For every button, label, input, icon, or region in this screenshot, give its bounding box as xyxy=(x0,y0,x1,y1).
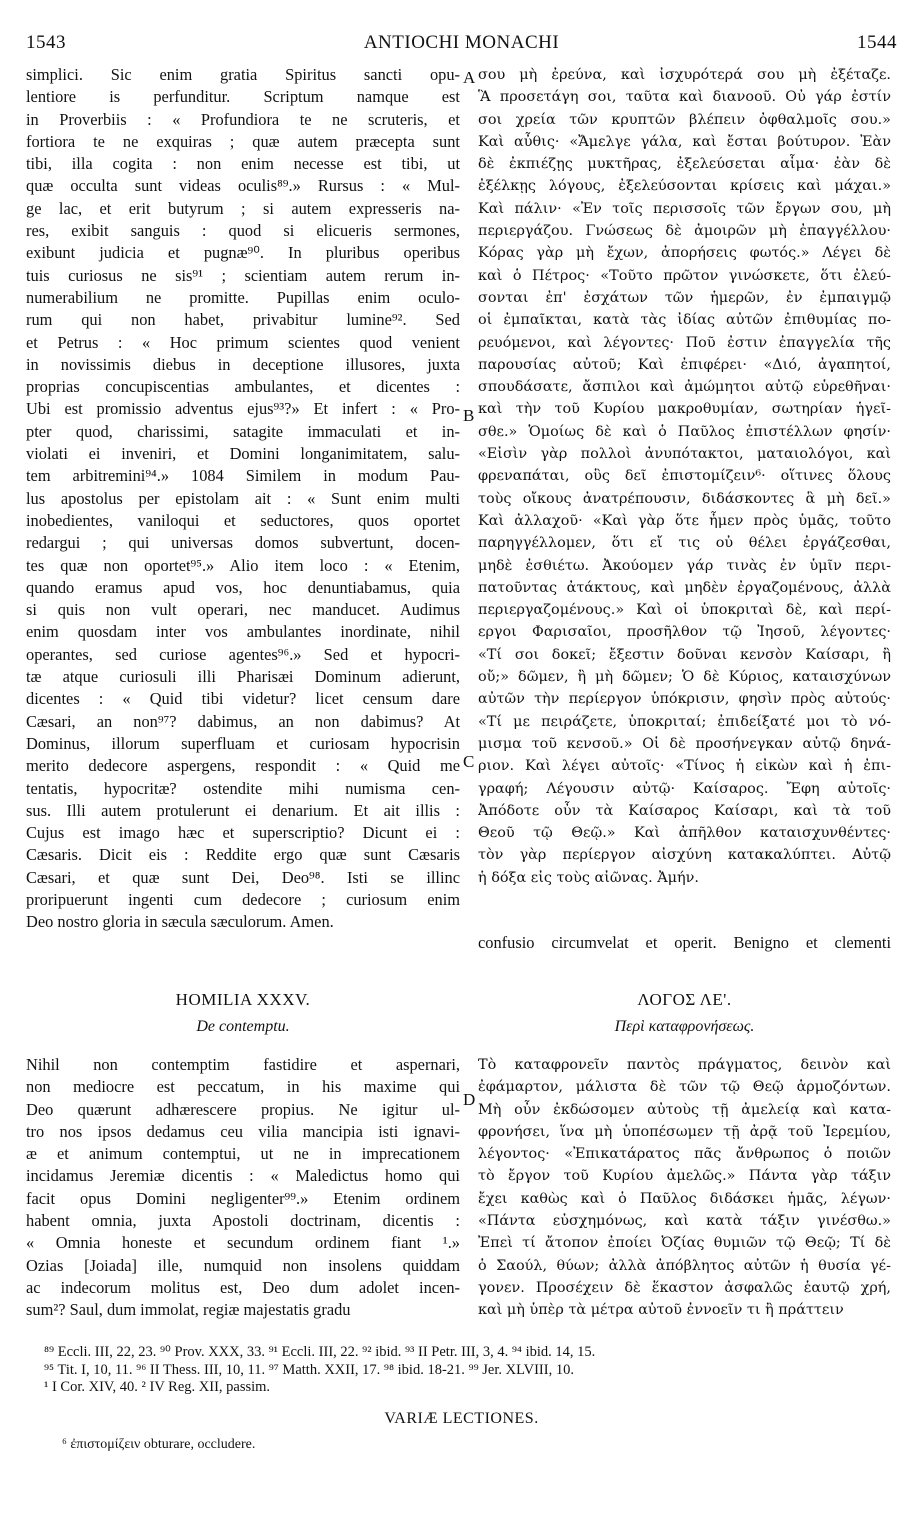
greek-text-line: τὸ ἔργον τοῦ Κυρίου ἀμελῶς.» Πάντα γὰρ τάξιν xyxy=(478,1168,891,1185)
latin-text-line: Ozias [Joiada] ille, numquid non insolens quiddam xyxy=(26,1255,460,1275)
greek-text-line: φρονήσει, ἵνα μὴ ὑποπέσωμεν τῇ ἀρᾷ τοῦ Ἰερεμίου, xyxy=(478,1123,891,1140)
latin-text-line: rum qui non habet, privabitur lumine⁹². Sed xyxy=(26,310,460,330)
greek-text-line: τοὺς οἴκους ἀνατρέπουσιν, διδάσκοντες ἃ μὴ δεῖ.» xyxy=(478,490,891,507)
latin-text-line: quando eramus apud vos, hoc denuntiabamus, quia xyxy=(26,577,460,597)
greek-text-line: γονεν. Προσέχειν δὲ ἕκαστον ἀσφαλῶς ἑαυτῷ χρή, xyxy=(478,1279,891,1296)
greek-text-line: Ἐπεὶ τί ἄτοπον ἐποίει Ὀζίας θυμιῶν τῷ Θεῷ; Τί δὲ xyxy=(478,1235,891,1252)
latin-text-line: quæ occulta sunt videas oculis⁸⁹.» Rursus : « Mul- xyxy=(26,176,460,196)
latin-text-line: in novissimis diebus in deceptione illusores, juxta xyxy=(26,354,460,374)
latin-text-line: simplici. Sic enim gratia Spiritus sancti opu- xyxy=(26,65,460,84)
latin-text-line: æ et animum contemptui, ut ne in imprecationem xyxy=(26,1144,460,1164)
latin-text-line: in Proverbiis : « Profundiora te ne scruteris, et xyxy=(26,109,460,129)
greek-text-line: σπουδάσατε, ἄσπιλοι καὶ ἀμώμητοι αὐτῷ εὑρεθῆναι· xyxy=(478,379,891,396)
latin-text-line: tuis curiosus ne sis⁹¹ ; scientiam autem rerum in- xyxy=(26,265,460,285)
latin-text-line: proripuerunt ingenti cum dedecore ; curiosum enim xyxy=(26,889,460,909)
greek-text-line: «Εἰσὶν γὰρ πολλοὶ ἀνυπότακτοι, ματαιολόγοι, καὶ xyxy=(478,446,891,463)
footnotes xyxy=(44,1344,894,1397)
latin-text-line: inobedientes, vaniloqui et seductores, quos oportet xyxy=(26,510,460,530)
greek-text-line: οὔ;» δῶμεν, ἢ μὴ δῶμεν; Ὁ δὲ Κύριος, καταισχύνων xyxy=(478,669,891,686)
greek-text-line: ἐξέλκῃς λόγους, ἐξελεύσονται κρίσεις καὶ μάχαι.» xyxy=(478,178,891,195)
homily-latin-title: HOMILIA XXXV. xyxy=(175,990,311,1009)
greek-text-line: Μὴ οὖν ἐκδώσομεν αὐτοὺς τῇ ἀμελείᾳ καὶ κατα- xyxy=(478,1101,891,1118)
margin-letter-d: D xyxy=(463,1090,476,1109)
latin-text-line: tentatis, hypocritæ? ostendite mihi numisma cen- xyxy=(26,778,460,798)
greek-text-line: σοι χρεία τῶν κρυπτῶν βλέπειν ὀφθαλμοῖς σου.» xyxy=(478,111,891,128)
greek-text-line: καὶ μὴ ὑπὲρ τὰ μέτρα αὐτοῦ ἐννοεῖν τι ἢ πράττειν xyxy=(478,1302,844,1319)
greek-text-line: λέγοντος· «Ἐπικατάρατος πᾶς ἄνθρωπος ὁ ποιῶν xyxy=(478,1146,891,1163)
greek-text-line: καὶ ὁ Πέτρος· «Τοῦτο πρῶτον γινώσκετε, ὅτι ἐλεύ- xyxy=(478,267,891,284)
latin-text-line: habent omnia, juxta Apostoli doctrinam, dicentis : xyxy=(26,1211,460,1231)
greek-text-line: ὁ Σαούλ, θύων; ἀλλὰ ἀπόβλητος αὐτῶν ἡ θυσία γέ- xyxy=(478,1257,891,1274)
page-number-left: 1543 xyxy=(26,32,66,53)
latin-text-line: lentiore is perfunditur. Scriptum namque est xyxy=(26,87,460,107)
greek-column-bottom xyxy=(478,1054,891,1322)
greek-text-line: Ἃ προσετάγη σοι, ταῦτα καὶ διανοοῦ. Οὐ γάρ ἐστίν xyxy=(478,89,891,106)
latin-text-line: numerabilium ne promitte. Pupillas enim oculo- xyxy=(26,287,460,307)
latin-text-line: ge lac, et erit butyrum ; si autem expresseris na- xyxy=(26,198,460,218)
latin-text-line: redargui ; qui universas domos subvertunt, docen- xyxy=(26,533,460,553)
page-number-right: 1544 xyxy=(857,32,897,53)
latin-text-line: si quis non vult operari, nec manducet. Audimus xyxy=(26,600,460,620)
greek-text-line: καὶ τὴν τοῦ Κυρίου μακροθυμίαν, σωτηρίαν ἡγεῖ- xyxy=(478,401,891,418)
greek-text-line: σονται ἐπ' ἐσχάτων τῶν ἡμερῶν, ἐν ἐμπαιγμῷ xyxy=(478,289,891,306)
latin-text-line: dicentes : « Quid tibi videtur? licet censum dare xyxy=(26,689,460,709)
latin-text-line: sum²? Saul, dum immolat, regiæ majestatis gradu xyxy=(26,1300,351,1320)
variae-lectiones-note: ⁶ ἐπιστομίζειν obturare, occludere. xyxy=(62,1437,256,1452)
greek-text-line: φρεναπάται, οὓς δεῖ ἐπιστομίζειν⁶· οἵτινες ὅλους xyxy=(478,468,891,485)
latin-text-line: merito dedecore aspergens, respondit : « Quid me xyxy=(26,756,460,776)
greek-text-line: Ἀπόδοτε οὖν τὰ Καίσαρος Καίσαρι, καὶ τὰ τοῦ xyxy=(478,802,891,819)
latin-text-line: operantes, sed curiose agentes⁹⁶.» Sed et hypocri- xyxy=(26,644,460,664)
margin-letter-a: A xyxy=(463,68,476,87)
greek-text-line: ἔχει καθὼς καὶ ὁ Παῦλος διδάσκει ἡμᾶς, λέγων· xyxy=(478,1190,891,1207)
greek-text-line: Κόρας γὰρ μὴ ἔχων, ἀπορήσεις φωτός.» Λέγει δὲ xyxy=(478,245,891,262)
latin-text-line: Ubi est promissio adventus ejus⁹³?» Et infert : « Pro- xyxy=(26,399,460,419)
latin-text-line: Cæsari, et quæ sunt Dei, Deo⁹⁸. Isti se illinc xyxy=(26,867,460,887)
homily-latin-subtitle: De contemptu. xyxy=(196,1018,290,1035)
latin-text-line: Deo nostro gloria in sæcula sæculorum. Amen. xyxy=(26,912,334,932)
greek-text-line: Τὸ καταφρονεῖν παντὸς πράγματος, δεινὸν καὶ xyxy=(478,1057,891,1073)
latin-continuation xyxy=(478,933,891,953)
greek-text-line: πατοῦντας ἀτάκτους, καὶ μηδὲν ἐργαζομένους, ἀλλὰ xyxy=(478,579,891,596)
greek-text-line: αὐτῶν τὴν περίεργον ὑπόκρισιν, φησὶν πρὸς αὐτούς· xyxy=(478,691,891,708)
greek-text-line: «Πάντα εὐσχημόνως, καὶ κατὰ τάξιν γινέσθω.» xyxy=(478,1213,891,1230)
running-title: ANTIOCHI MONACHI xyxy=(363,32,560,53)
greek-text-line: Καὶ πάλιν· «Ἐν τοῖς περισσοῖς τῶν ἔργων σου, μὴ xyxy=(478,200,891,217)
greek-text-line: σθε.» Ὁμοίως δὲ καὶ ὁ Παῦλος ἐπιστέλλων φησίν· xyxy=(478,423,891,440)
greek-text-line: ριον. Καὶ λέγει αὐτοῖς· «Τίνος ἡ εἰκὼν καὶ ἡ ἐπι- xyxy=(478,758,891,775)
greek-text-line: Καὶ αὖθις· «Ἄμελγε γάλα, καὶ ἔσται βούτυρον. Ἐὰν xyxy=(478,133,891,150)
greek-text-line: μισμα τοῦ κενσοῦ.» Οἱ δὲ προσήνεγκαν αὐτῷ δηνά- xyxy=(478,735,891,752)
latin-text-line: tæ atque curiosuli illi Pharisæi Dominum adierunt, xyxy=(26,667,460,687)
greek-text-line: οἱ ἐμπαῖκται, κατὰ τὰς ἰδίας αὐτῶν ἐπιθυμίας πο- xyxy=(478,312,891,329)
latin-text-line: res, exibit sanguis : quod si elicueris sermones, xyxy=(26,221,460,241)
latin-text-line: sus. Illi autem protulerunt ei denarium. Et ait illis : xyxy=(26,800,460,820)
homily-greek-subtitle: Περὶ καταφρονήσεως. xyxy=(614,1018,755,1035)
latin-text-line: non mediocre est peccatum, in his maxime qui xyxy=(26,1077,460,1097)
greek-text-line: Θεοῦ τῷ Θεῷ.» Καὶ ἀπῆλθον καταισχυνθέντες· xyxy=(478,825,891,842)
latin-text-line: fortiora te ne exquiras ; quæ autem præcepta sunt xyxy=(26,131,460,151)
latin-text-line: « Omnia honeste et secundum ordinem fiant ¹.» xyxy=(26,1233,460,1253)
latin-text-line: exibunt judicia et pugnæ⁹⁰. In pluribus operibus xyxy=(26,243,460,263)
page-header xyxy=(26,32,897,58)
latin-text-line: tibi, illa cogita : non enim necesse est tibi, ut xyxy=(26,154,460,174)
margin-letter-b: B xyxy=(463,406,475,425)
latin-text-line: Nihil non contemptim fastidire et aspernari, xyxy=(26,1055,460,1074)
latin-text-line: lus apostolus per epistolam ait : « Sunt enim multi xyxy=(26,488,460,508)
greek-text-line: «Τί σοι δοκεῖ; ἔξεστιν δοῦναι κενσὸν Καίσαρι, ἢ xyxy=(478,646,891,663)
greek-text-line: περιεργαζομένους.» Καὶ οἱ ὑποκριταὶ δὲ, καὶ περί- xyxy=(478,602,891,619)
latin-text-line: tem arbitremini⁹⁴.» 1084 Similem in modum Pau- xyxy=(26,466,460,486)
latin-text-line: Deo quærunt adhærescere propius. Ne igitur ul- xyxy=(26,1099,460,1119)
latin-column-bottom xyxy=(26,1054,460,1322)
greek-text-line: γραφή; Λέγουσιν αὐτῷ· Καίσαρος. Ἔφη αὐτοῖς· xyxy=(478,780,891,797)
latin-text-line: Cæsari, an non⁹⁷? dabimus, an non dabimus? At xyxy=(26,711,460,731)
greek-text-line: Καὶ ἀλλαχοῦ· «Καὶ γὰρ ὅτε ἦμεν πρὸς ὑμᾶς, τοῦτο xyxy=(478,512,891,529)
latin-text-line: incidamus Jeremiæ dicentis : « Maledictus homo qui xyxy=(26,1166,460,1186)
greek-text-line: ἡ δόξα εἰς τοὺς αἰῶνας. Ἀμήν. xyxy=(478,869,699,886)
latin-text-line: et Petrus : « Hoc primum scientes quod venient xyxy=(26,332,460,352)
latin-text-line: Cujus est imago hæc et superscriptio? Dicunt ei : xyxy=(26,823,460,843)
latin-text-line: proprias concupiscentias ambulantes, et dicentes : xyxy=(26,377,460,397)
latin-text-line: Cæsaris. Dicit eis : Reddite ergo quæ sunt Cæsaris xyxy=(26,845,460,865)
footnote-line: ¹ I Cor. XIV, 40. ² IV Reg. XII, passim. xyxy=(44,1379,271,1395)
latin-text-line: Dominus, illorum superfluam et curiosam hypocrisin xyxy=(26,733,460,753)
latin-text-line: enim quosdam inter vos ambulantes inordinate, nihil xyxy=(26,622,460,642)
margin-letter-c: C xyxy=(463,752,475,771)
greek-text-line: ἐφάμαρτον, μάλιστα δὲ τῶν τῷ Θεῷ ἁρμοζόντων. xyxy=(478,1079,891,1096)
greek-text-line: εργοι Φαρισαῖοι, προσῆλθον τῷ Ἰησοῦ, λέγοντες· xyxy=(478,624,891,641)
greek-text-line: παρηγγέλλομεν, ὅτι εἴ τις οὐ θέλει ἐργάζεσθαι, xyxy=(478,535,891,552)
greek-text-line: σου μὴ ἐρεύνα, καὶ ἰσχυρότερά σου μὴ ἐξέταζε. xyxy=(478,67,891,83)
latin-text-line: tes quæ non oportet⁹⁵.» Alio item loco : « Etenim, xyxy=(26,555,460,575)
latin-text-line: facit opus Domini negligenter⁹⁹.» Etenim ordinem xyxy=(26,1188,460,1208)
latin-continuation-line: confusio circumvelat et operit. Benigno et clementi xyxy=(478,933,891,952)
latin-text-line: tro nos ipsos dedamus ceu vilia mancipia isti ignavi- xyxy=(26,1121,460,1141)
greek-text-line: παρουσίας αὐτοῦ; Καὶ ἐπιφέρει· «Διό, ἀγαπητοί, xyxy=(478,356,891,373)
greek-text-line: «Τί με πειράζετε, ὑποκριταί; ἐπιδείξατέ μοι τὸ νό- xyxy=(478,713,891,730)
footnote-line: ⁹⁵ Tit. I, 10, 11. ⁹⁶ II Thess. III, 10, 11. ⁹⁷ Matth. XXII, 17. ⁹⁸ ibid. 18-21. ⁹⁹ Jer. XLVIII, 10. xyxy=(44,1361,574,1378)
greek-text-line: δὲ ἐκπιέζῃς μυκτῆρας, ἐξελεύσεται αἷμα· ἐὰν δὲ xyxy=(478,156,891,173)
greek-text-line: τὸν γὰρ περίεργον αἰσχύνη κατακαλύπτει. Αὐτῷ xyxy=(478,847,891,864)
footnote-line: ⁸⁹ Eccli. III, 22, 23. ⁹⁰ Prov. XXX, 33. ⁹¹ Eccli. III, 22. ⁹² ibid. ⁹³ II Petr. III, 3, 4. ⁹⁴ ibid. 14, 15. xyxy=(44,1344,596,1360)
homily-greek-title: ΛΟΓΟΣ ΛΕ'. xyxy=(637,990,732,1009)
greek-text-line: περιεργάζου. Γνώσεως δὲ ἀμοιρῶν μὴ ἐπαγγέλλου· xyxy=(478,223,891,240)
latin-column-top xyxy=(26,64,460,934)
greek-text-line: μηδὲ ἐσθιέτω. Ἀκούομεν γάρ τινὰς ἐν ὑμῖν περι- xyxy=(478,557,891,574)
variae-lectiones-heading: VARIÆ LECTIONES. xyxy=(384,1410,539,1427)
latin-text-line: pter quod, charissimi, satagite immaculati et in- xyxy=(26,421,460,441)
greek-text-line: ρευόμενοι, καὶ λέγοντες· Ποῦ ἐστιν ἐπαγγελία τῆς xyxy=(478,334,891,351)
latin-text-line: ac indecorum molitus est, Deo dum adolet incen- xyxy=(26,1277,460,1297)
greek-column-top xyxy=(478,64,891,889)
latin-text-line: violati ei inveniri, et Domini longanimitatem, salu- xyxy=(26,444,460,464)
